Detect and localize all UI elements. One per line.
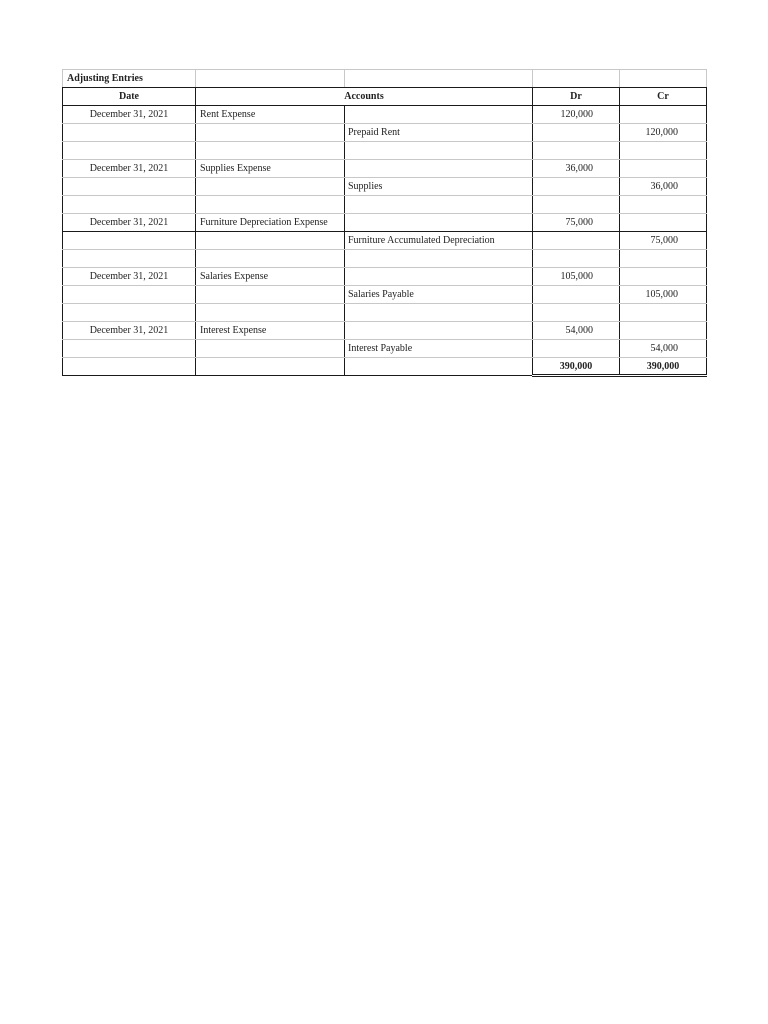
credit-account[interactable]: Interest Payable [345,340,533,358]
credit-account[interactable]: Salaries Payable [345,286,533,304]
debit-amount[interactable]: 75,000 [533,214,620,232]
debit-amount[interactable]: 54,000 [533,322,620,340]
entry-date[interactable]: December 31, 2021 [63,106,196,124]
spacer-row [63,196,707,214]
empty-cell[interactable] [345,304,533,322]
total-cr[interactable]: 390,000 [620,358,707,376]
empty-cell[interactable] [63,304,196,322]
credit-row [63,178,707,196]
empty-cell[interactable] [345,250,533,268]
empty-cell[interactable] [533,286,620,304]
empty-cell[interactable] [620,70,707,88]
totals-row [63,358,707,376]
debit-account[interactable]: Rent Expense [196,106,345,124]
title-row [63,70,707,88]
empty-cell[interactable] [620,142,707,160]
debit-row [63,214,707,232]
entry-date[interactable]: December 31, 2021 [63,322,196,340]
empty-cell[interactable] [345,196,533,214]
empty-cell[interactable] [196,124,345,142]
credit-row [63,232,707,250]
empty-cell[interactable] [533,70,620,88]
entries-body [63,106,707,358]
credit-row [63,124,707,142]
empty-cell[interactable] [620,160,707,178]
sheet-title[interactable]: Adjusting Entries [63,70,196,88]
header-date[interactable]: Date [63,88,196,106]
empty-cell[interactable] [620,196,707,214]
empty-cell[interactable] [620,268,707,286]
empty-cell[interactable] [63,250,196,268]
empty-cell[interactable] [63,196,196,214]
empty-cell[interactable] [196,340,345,358]
debit-row [63,160,707,178]
credit-account[interactable]: Prepaid Rent [345,124,533,142]
spacer-row [63,304,707,322]
credit-amount[interactable]: 120,000 [620,124,707,142]
debit-account[interactable]: Salaries Expense [196,268,345,286]
credit-amount[interactable]: 36,000 [620,178,707,196]
empty-cell[interactable] [63,358,196,376]
header-accounts[interactable]: Accounts [196,88,533,106]
empty-cell[interactable] [63,142,196,160]
credit-amount[interactable]: 75,000 [620,232,707,250]
empty-cell[interactable] [63,178,196,196]
empty-cell[interactable] [345,70,533,88]
empty-cell[interactable] [196,178,345,196]
debit-amount[interactable]: 36,000 [533,160,620,178]
empty-cell[interactable] [63,124,196,142]
empty-cell[interactable] [620,106,707,124]
empty-cell[interactable] [533,178,620,196]
credit-row [63,286,707,304]
credit-row [63,340,707,358]
empty-cell[interactable] [620,214,707,232]
total-dr[interactable]: 390,000 [533,358,620,376]
empty-cell[interactable] [620,322,707,340]
credit-account[interactable]: Furniture Accumulated Depreciation [345,232,533,250]
debit-row [63,106,707,124]
debit-account[interactable]: Furniture Depreciation Expense [196,214,345,232]
debit-amount[interactable]: 120,000 [533,106,620,124]
debit-account[interactable]: Supplies Expense [196,160,345,178]
empty-cell[interactable] [345,358,533,376]
header-dr[interactable]: Dr [533,88,620,106]
spacer-row [63,142,707,160]
empty-cell[interactable] [196,304,345,322]
empty-cell[interactable] [63,286,196,304]
empty-cell[interactable] [345,214,533,232]
empty-cell[interactable] [620,250,707,268]
empty-cell[interactable] [345,322,533,340]
empty-cell[interactable] [63,340,196,358]
empty-cell[interactable] [533,196,620,214]
debit-row [63,322,707,340]
empty-cell[interactable] [533,304,620,322]
empty-cell[interactable] [196,142,345,160]
empty-cell[interactable] [533,250,620,268]
empty-cell[interactable] [620,304,707,322]
entry-date[interactable]: December 31, 2021 [63,160,196,178]
empty-cell[interactable] [196,70,345,88]
empty-cell[interactable] [196,250,345,268]
empty-cell[interactable] [345,268,533,286]
debit-account[interactable]: Interest Expense [196,322,345,340]
empty-cell[interactable] [345,106,533,124]
credit-account[interactable]: Supplies [345,178,533,196]
header-cr[interactable]: Cr [620,88,707,106]
adjusting-entries-table [62,69,707,377]
empty-cell[interactable] [533,340,620,358]
entry-date[interactable]: December 31, 2021 [63,214,196,232]
empty-cell[interactable] [196,196,345,214]
empty-cell[interactable] [533,142,620,160]
empty-cell[interactable] [533,124,620,142]
empty-cell[interactable] [533,232,620,250]
empty-cell[interactable] [196,286,345,304]
entry-date[interactable]: December 31, 2021 [63,268,196,286]
credit-amount[interactable]: 105,000 [620,286,707,304]
debit-amount[interactable]: 105,000 [533,268,620,286]
empty-cell[interactable] [196,232,345,250]
credit-amount[interactable]: 54,000 [620,340,707,358]
spacer-row [63,250,707,268]
header-row [63,88,707,106]
empty-cell[interactable] [63,232,196,250]
empty-cell[interactable] [345,142,533,160]
empty-cell[interactable] [196,358,345,376]
debit-row [63,268,707,286]
empty-cell[interactable] [345,160,533,178]
